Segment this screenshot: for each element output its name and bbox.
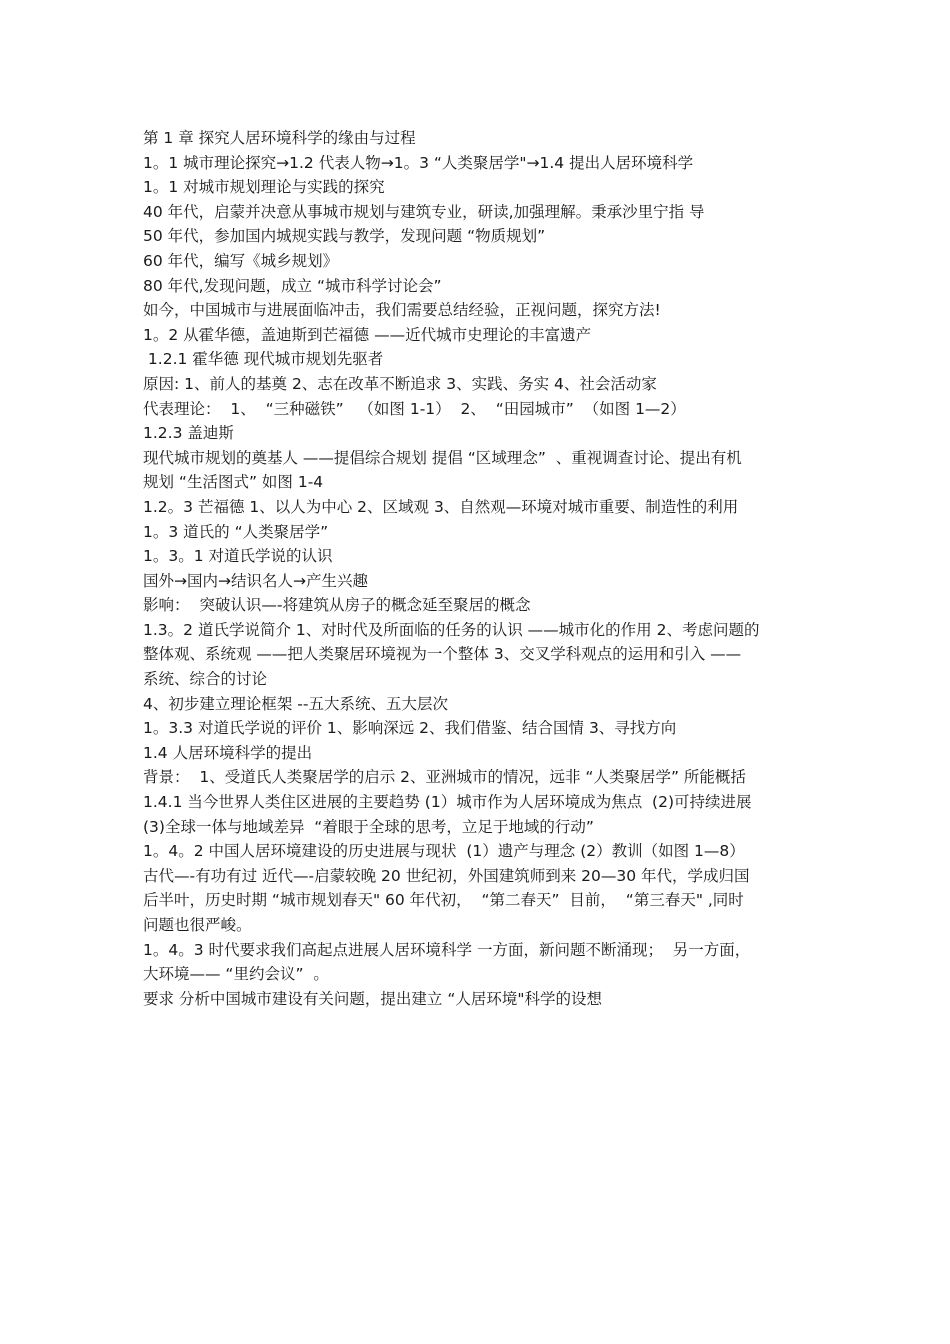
text-line: 古代—-有功有过 近代—-启蒙较晚 20 世纪初，外国建筑师到来 20—30 年代，学成归国 bbox=[143, 866, 750, 885]
text-line: 原因: 1、前人的基奠 2、志在改革不断追求 3、实践、务实 4、社会活动家 bbox=[143, 374, 657, 393]
text-line: 背景： 1、受道氏人类聚居学的启示 2、亚洲城市的情况，远非 “人类聚居学” 所能概括 bbox=[143, 768, 746, 787]
subsection-heading: 1.2.1 霍华德 现代城市规划先驱者 bbox=[143, 350, 384, 369]
text-line: 1.4.1 当今世界人类住区进展的主要趋势 (1）城市作为人居环境成为焦点 (2)可持续进展 bbox=[143, 793, 752, 812]
text-line: 大环境—— “里约会议” 。 bbox=[143, 965, 329, 984]
section-heading: 1。1 对城市规划理论与实践的探究 bbox=[143, 178, 385, 197]
text-line: (3)全球一体与地域差异 “着眼于全球的思考，立足于地域的行动” bbox=[143, 817, 594, 836]
text-line: 要求 分析中国城市建设有关问题，提出建立 “人居环境"科学的设想 bbox=[143, 989, 603, 1008]
text-line: 1.2。3 芒福德 1、以人为中心 2、区域观 3、自然观—环境对城市重要、制造性的利用 bbox=[143, 497, 739, 516]
text-line: 国外→国内→结识名人→产生兴趣 bbox=[143, 571, 368, 590]
section-heading: 1。3 道氏的 “人类聚居学” bbox=[143, 522, 329, 541]
text-line: 代表理论： 1、 “三种磁铁” （如图 1-1） 2、 “田园城市” （如图 1—2） bbox=[143, 399, 686, 418]
section-heading: 1.4 人居环境科学的提出 bbox=[143, 743, 313, 762]
text-line: 问题也很严峻。 bbox=[143, 916, 252, 934]
text-line: 1.3。2 道氏学说简介 1、对时代及所面临的任务的认识 ——城市化的作用 2、考虑问题的 bbox=[143, 620, 760, 639]
subsection-heading: 1。3。1 对道氏学说的认识 bbox=[143, 547, 333, 566]
text-line: 影响： 突破认识—-将建筑从房子的概念延至聚居的概念 bbox=[143, 596, 531, 615]
text-line: 1。1 城市理论探究→1.2 代表人物→1。3 “人类聚居学"→1.4 提出人居环境科学 bbox=[143, 153, 694, 172]
text-line: 40 年代，启蒙并决意从事城市规划与建筑专业，研读,加强理解。秉承沙里宁指 导 bbox=[143, 202, 705, 221]
text-line: 整体观、系统观 ——把人类聚居环境视为一个整体 3、交叉学科观点的运用和引入 —— bbox=[143, 645, 742, 664]
text-line: 1。4。3 时代要求我们高起点进展人居环境科学 一方面，新问题不断涌现； 另一方面， bbox=[143, 940, 751, 959]
text-line: 1。3.3 对道氏学说的评价 1、影响深远 2、我们借鉴、结合国情 3、寻找方向 bbox=[143, 719, 677, 738]
text-line: 系统、综合的讨论 bbox=[143, 670, 268, 689]
text-line: 后半叶，历史时期 “城市规划春天" 60 年代初， “第二春天” 目前， “第三春天" ,同时 bbox=[143, 891, 744, 910]
text-line: 如今，中国城市与进展面临冲击，我们需要总结经验，正视问题，探究方法! bbox=[143, 301, 661, 320]
text-line: 50 年代，参加国内城规实践与教学，发现问题 “物质规划” bbox=[143, 227, 546, 246]
text-line: 现代城市规划的奠基人 ——提倡综合规划 提倡 “区域理念” 、重视调查讨论、提出有机 bbox=[143, 448, 742, 467]
text-line: 规划 “生活图式” 如图 1-4 bbox=[143, 473, 324, 492]
chapter-title: 第 1 章 探究人居环境科学的缘由与过程 bbox=[143, 129, 416, 147]
document-body bbox=[143, 126, 813, 1011]
text-line: 4、初步建立理论框架 --五大系统、五大层次 bbox=[143, 694, 448, 713]
subsection-heading: 1.2.3 盖迪斯 bbox=[143, 424, 234, 443]
text-line: 80 年代,发现问题，成立 “城市科学讨论会” bbox=[143, 276, 442, 295]
section-heading: 1。2 从霍华德，盖迪斯到芒福德 ——近代城市史理论的丰富遗产 bbox=[143, 325, 592, 344]
text-line: 60 年代，编写《城乡规划》 bbox=[143, 251, 339, 270]
text-line: 1。4。2 中国人居环境建设的历史进展与现状 (1）遗产与理念 (2）教训（如图 1—8） bbox=[143, 842, 745, 861]
